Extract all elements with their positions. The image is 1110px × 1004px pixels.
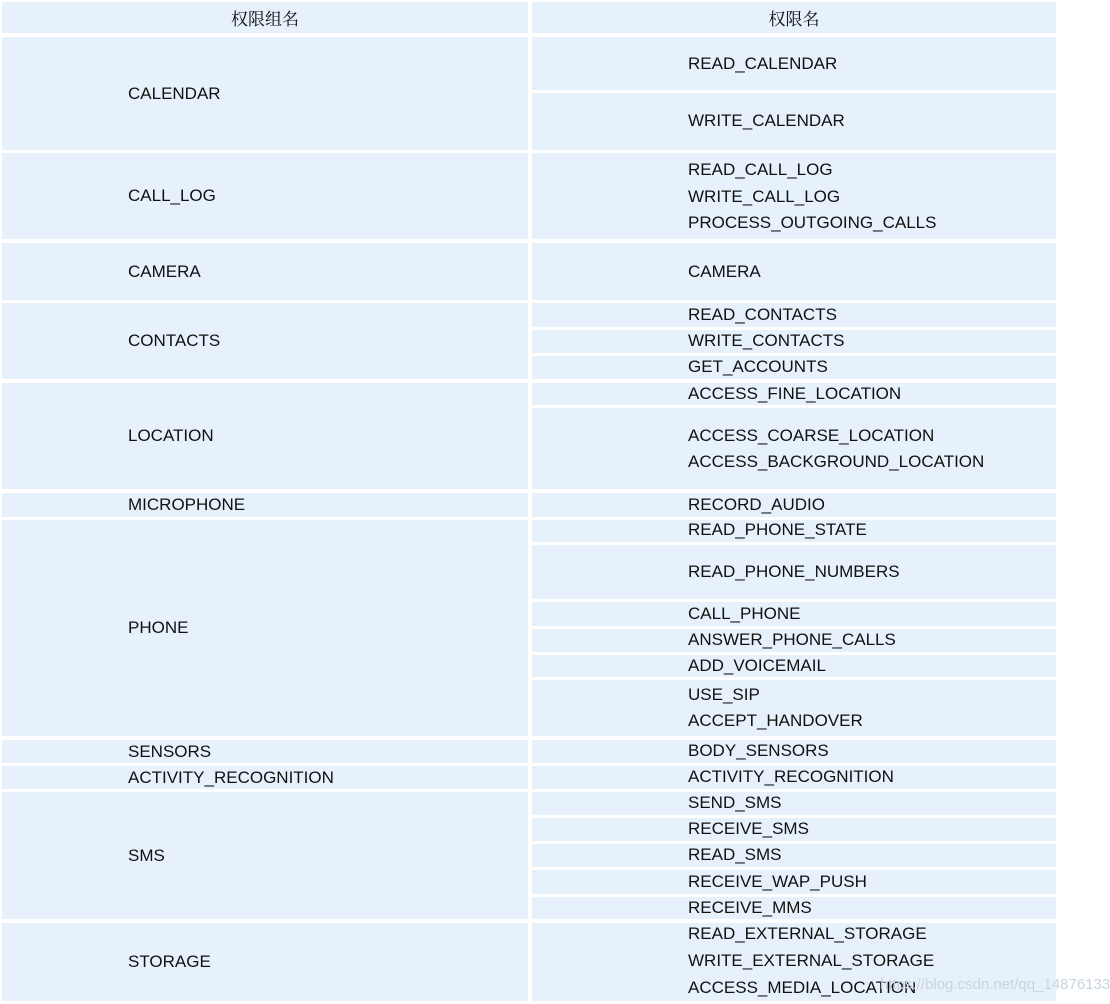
group-cell <box>2 520 528 736</box>
permission-cell <box>532 520 1056 542</box>
group-name: PHONE <box>128 618 189 637</box>
watermark: https://blog.csdn.net/qq_14876133 <box>880 976 1110 993</box>
permission-cell <box>532 629 1056 652</box>
permission-cell <box>532 303 1056 327</box>
group-cell <box>2 493 528 517</box>
permission-cell <box>532 655 1056 677</box>
permission-name: READ_EXTERNAL_STORAGE <box>688 924 927 943</box>
permission-name: RECEIVE_WAP_PUSH <box>688 872 867 891</box>
permission-name: RECEIVE_SMS <box>688 819 809 838</box>
permission-name: PROCESS_OUTGOING_CALLS <box>688 213 937 232</box>
group-name: STORAGE <box>128 952 211 971</box>
permission-name: ADD_VOICEMAIL <box>688 656 826 675</box>
permission-cell <box>532 766 1056 789</box>
permission-name: READ_SMS <box>688 845 782 864</box>
group-name: SMS <box>128 845 165 865</box>
permission-cell <box>532 897 1056 919</box>
permission-name: READ_PHONE_STATE <box>688 520 867 539</box>
permission-name: GET_ACCOUNTS <box>688 357 828 376</box>
group-cell <box>2 303 528 379</box>
group-cell <box>2 383 528 489</box>
permission-cell <box>532 870 1056 894</box>
group-name: CAMERA <box>128 261 201 281</box>
group-cell <box>2 766 528 789</box>
permission-cell <box>532 844 1056 867</box>
permission-name: ACCESS_BACKGROUND_LOCATION <box>688 452 985 471</box>
permission-cell <box>532 792 1056 815</box>
permission-cell <box>532 602 1056 626</box>
group-cell <box>2 923 528 1001</box>
permission-cell <box>532 37 1056 90</box>
permission-name: WRITE_CALENDAR <box>688 111 845 130</box>
permission-cell <box>532 383 1056 405</box>
group-cell <box>2 740 528 763</box>
permission-cell <box>532 740 1056 763</box>
group-name: CALL_LOG <box>128 186 216 205</box>
permission-cell <box>532 356 1056 379</box>
permission-name: SEND_SMS <box>688 793 782 812</box>
group-cell <box>2 792 528 919</box>
header-permission-column: 权限名 <box>532 2 1056 33</box>
permission-name: READ_CONTACTS <box>688 305 837 324</box>
permission-name: USE_SIP <box>688 685 760 704</box>
header-group-column: 权限组名 <box>2 2 528 33</box>
permission-name: ACCESS_MEDIA_LOCATION <box>688 978 917 997</box>
group-name: MICROPHONE <box>128 495 246 514</box>
permission-name: WRITE_CALL_LOG <box>688 187 841 206</box>
permission-name: ACCESS_FINE_LOCATION <box>688 384 902 403</box>
permission-cell <box>532 545 1056 599</box>
permission-name: WRITE_CONTACTS <box>688 331 845 350</box>
group-name: CONTACTS <box>128 331 221 350</box>
group-cell <box>2 37 528 150</box>
group-cell <box>2 153 528 239</box>
permission-name: RECORD_AUDIO <box>688 495 825 514</box>
permission-name: RECEIVE_MMS <box>688 898 812 917</box>
group-name: ACTIVITY_RECOGNITION <box>128 767 334 787</box>
permission-cell <box>532 408 1056 489</box>
permission-name: ANSWER_PHONE_CALLS <box>688 630 896 649</box>
permission-name: BODY_SENSORS <box>688 741 829 760</box>
group-name: CALENDAR <box>128 83 221 103</box>
permission-cell <box>532 243 1056 300</box>
permission-cell <box>532 93 1056 150</box>
permission-name: ACCESS_COARSE_LOCATION <box>688 426 935 445</box>
permission-name: READ_CALL_LOG <box>688 160 833 179</box>
group-name: SENSORS <box>128 741 212 761</box>
permission-cell <box>532 818 1056 841</box>
permission-name: CALL_PHONE <box>688 604 801 623</box>
permission-name: CAMERA <box>688 262 761 281</box>
permission-cell <box>532 330 1056 353</box>
permission-cell <box>532 680 1056 736</box>
permission-cell <box>532 493 1056 517</box>
permission-name: READ_CALENDAR <box>688 54 838 73</box>
permission-cell <box>532 153 1056 239</box>
permission-name: WRITE_EXTERNAL_STORAGE <box>688 951 935 970</box>
permission-name: READ_PHONE_NUMBERS <box>688 562 900 581</box>
permission-name: ACTIVITY_RECOGNITION <box>688 767 894 786</box>
group-name: LOCATION <box>128 426 214 445</box>
permission-name: ACCEPT_HANDOVER <box>688 711 863 730</box>
group-cell <box>2 243 528 300</box>
